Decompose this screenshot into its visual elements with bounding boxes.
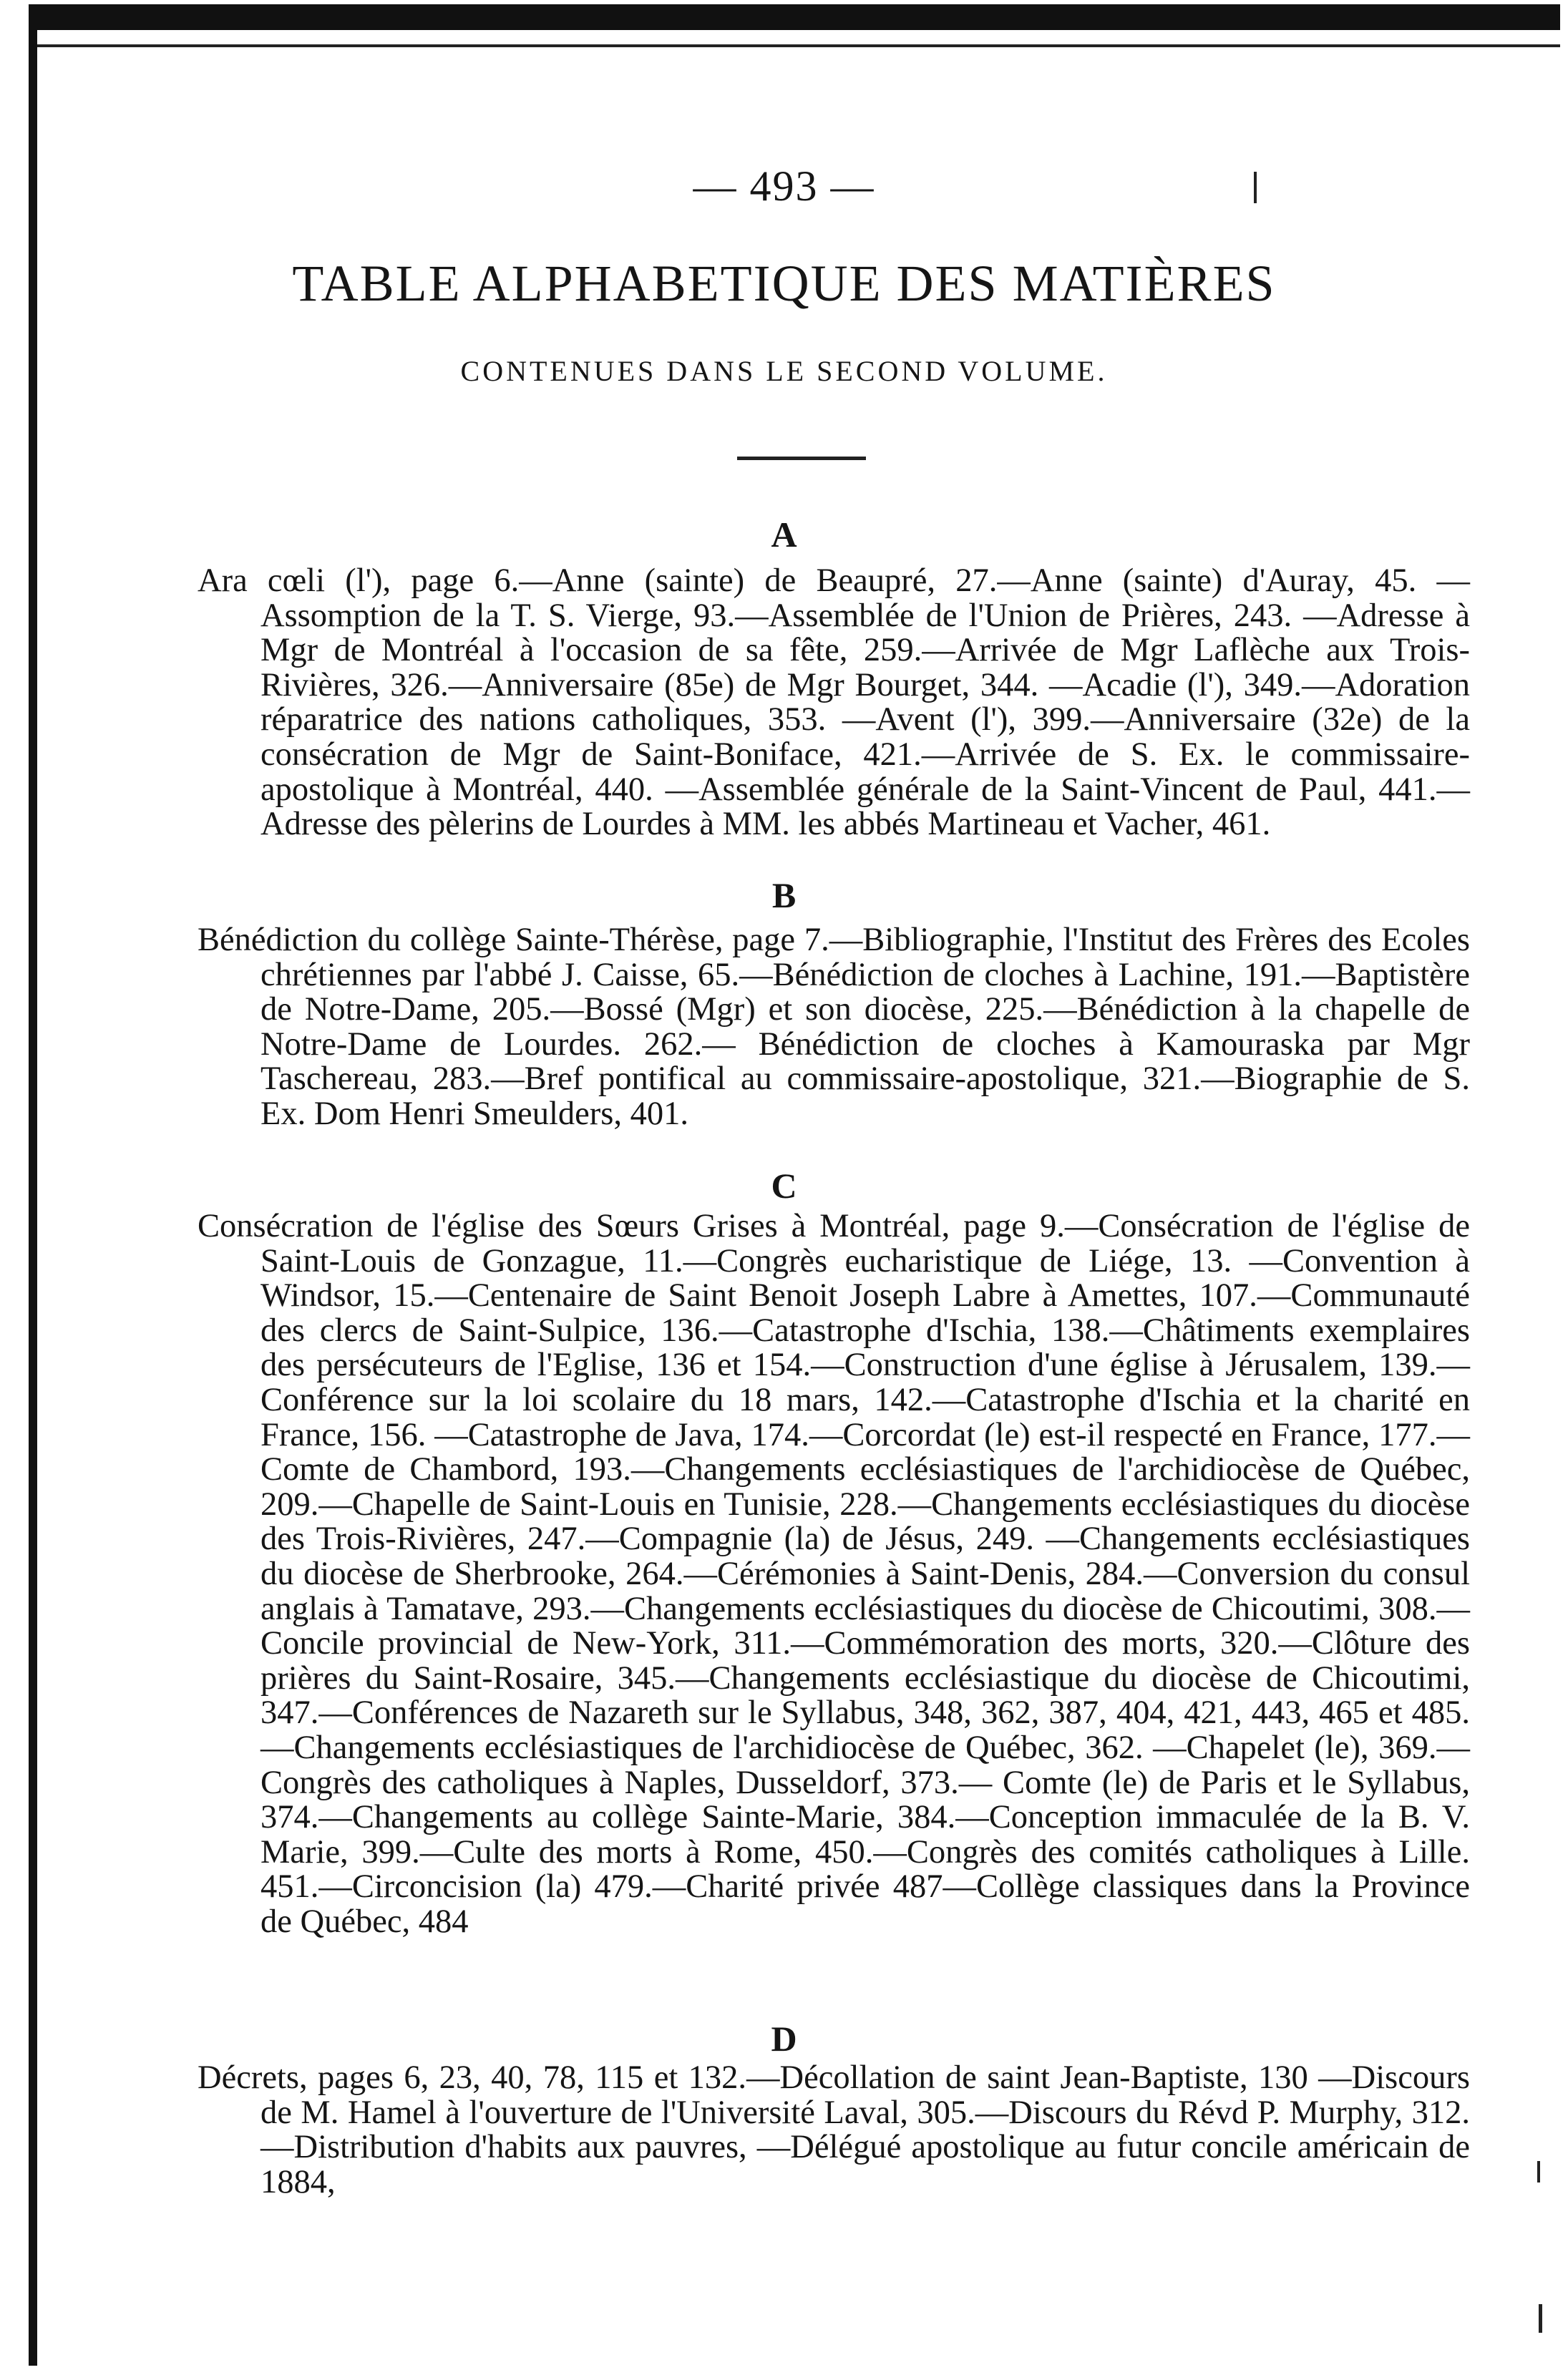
page-number: — 493 — bbox=[693, 162, 875, 210]
top-rule-line bbox=[29, 44, 1560, 47]
section-c-entries: Consécration de l'église des Sœurs Grises à Montréal, page 9.—Consécration de l'église de Saint-Louis de Gonzague, 11.—Congrès eucharistique de Liége, 13. —Convention à Windsor, 15.—Centenaire de Saint Benoit Joseph Labre à Amettes, 107.—Communauté des clercs de Saint-Sulpice, 136.—Catastrophe d'Ischia, 138.—Châtiments exemplaires des persécuteurs de l'Eglise, 136 et 154.—Construction d'une église à Jérusalem, 139.—Conférence sur la loi scolaire du 18 mars, 142.—Catastrophe d'Ischia et la charité en France, 156. —Catastrophe de Java, 174.—Corcordat (le) est-il respecté en France, 177.— Comte de Chambord, 193.—Changements ecclésiastiques de l'archidiocèse de Québec, 209.—Chapelle de Saint-Louis en Tunisie, 228.—Changements ecclésiastiques du diocèse des Trois-Rivières, 247.—Compagnie (la) de Jésus, 249. —Changements ecclésiastiques du diocèse de Sherbrooke, 264.—Cérémonies à Saint-Denis, 284.—Conversion du consul anglais à Tamatave, 293.—Changements ecclésiastiques du diocèse de Chicoutimi, 308.—Concile provincial de New-York, 311.—Commémoration des morts, 320.—Clôture des prières du Saint-Rosaire, 345.—Changements ecclésiastique du diocèse de Chicoutimi, 347.—Conférences de Nazareth sur le Syllabus, 348, 362, 387, 404, 421, 443, 465 et 485.—Changements ecclésiastiques de l'archidiocèse de Québec, 362. —Chapelet (le), 369.—Congrès des catholiques à Naples, Dusseldorf, 373.— Comte (le) de Paris et le Syllabus, 374.—Changements au collège Sainte-Marie, 384.—Conception immaculée de la B. V. Marie, 399.—Culte des morts à Rome, 450.—Congrès des comités catholiques à Lille. 451.—Circoncision (la) 479.—Charité privée 487—Collège classiques dans la Province de Québec, 484 bbox=[198, 1208, 1470, 1940]
page-subtitle: CONTENUES DANS LE SECOND VOLUME. bbox=[460, 355, 1108, 387]
scan-mark bbox=[1254, 172, 1257, 203]
section-a-entries: Ara cœli (l'), page 6.—Anne (sainte) de Beaupré, 27.—Anne (sainte) d'Auray, 45. —Assomption de la T. S. Vierge, 93.—Assemblée de l'Union de Prières, 243. —Adresse à Mgr de Montréal à l'occasion de sa fête, 259.—Arrivée de Mgr Laflèche aux Trois-Rivières, 326.—Anniversaire (85e) de Mgr Bourget, 344. —Acadie (l'), 349.—Adoration réparatrice des nations catholiques, 353. —Avent (l'), 399.—Anniversaire (32e) de la consécration de Mgr de Saint-Boniface, 421.—Arrivée de S. Ex. le commissaire-apostolique à Montréal, 440. —Assemblée générale de la Saint-Vincent de Paul, 441.—Adresse des pèlerins de Lourdes à MM. les abbés Martineau et Vacher, 461. bbox=[198, 562, 1470, 843]
scan-mark bbox=[1539, 2304, 1542, 2333]
page-title: TABLE ALPHABETIQUE DES MATIÈRES bbox=[292, 255, 1276, 312]
top-border bbox=[29, 4, 1560, 30]
section-letter-d: D bbox=[771, 2019, 797, 2059]
section-d-entries: Décrets, pages 6, 23, 40, 78, 115 et 132.—Décollation de saint Jean-Baptiste, 130 —Discours de M. Hamel à l'ouverture de l'Université Laval, 305.—Discours du Révd P. Murphy, 312.—Distribution d'habits aux pauvres, —Délégué apostolique au futur concile américain de 1884, bbox=[198, 2059, 1470, 2200]
title-separator bbox=[737, 457, 866, 460]
section-letter-a: A bbox=[771, 514, 797, 555]
section-letter-c: C bbox=[771, 1166, 797, 1206]
scan-mark bbox=[1537, 2161, 1540, 2183]
section-letter-b: B bbox=[771, 875, 797, 915]
section-b-entries: Bénédiction du collège Sainte-Thérèse, page 7.—Bibliographie, l'Institut des Frères des Ecoles chrétiennes par l'abbé J. Caisse, 65.—Bénédiction de cloches à Lachine, 191.—Baptistère de Notre-Dame, 205.—Bossé (Mgr) et son diocèse, 225.—Bénédiction à la chapelle de Notre-Dame de Lourdes. 262.— Bénédiction de cloches à Kamouraska par Mgr Taschereau, 283.—Bref pontifical au commissaire-apostolique, 321.—Biographie de S. Ex. Dom Henri Smeulders, 401. bbox=[198, 922, 1470, 1132]
